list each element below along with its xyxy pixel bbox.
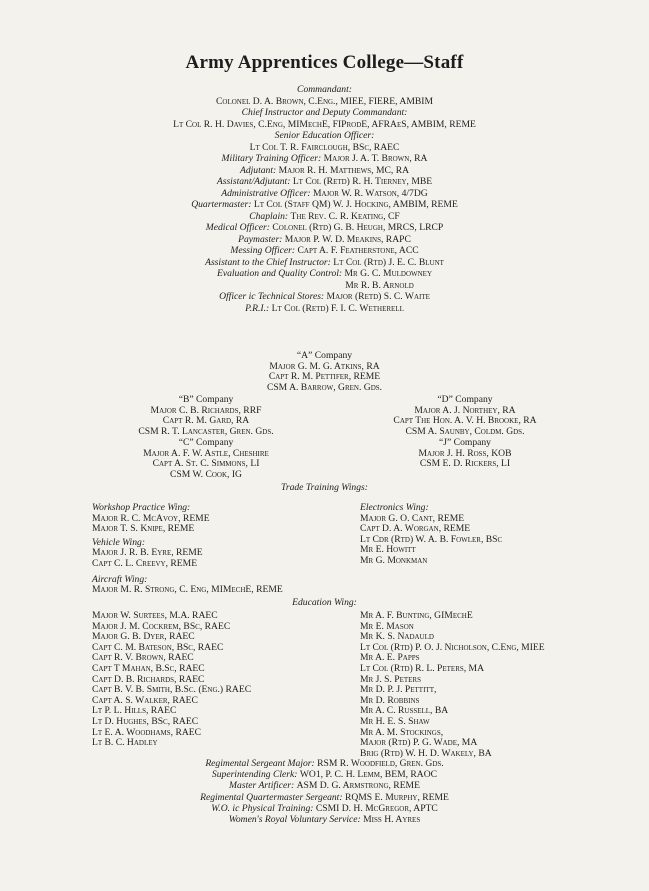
workshop-wing-heading: Workshop Practice Wing: [92,502,191,513]
appointment-line: Officer ic Technical Stores: Major (Retd) S. C. Waite [219,291,430,302]
electronics-wing-member: Mr G. Monkman [360,554,428,566]
education-member: Mr D. P. J. Pettitt, [360,684,437,696]
education-member: Capt A. S. Walker, RAEC [92,694,198,706]
education-member: Lt Col (Rtd) P. O. J. Nicholson, C.Eng, MIEE [360,641,545,653]
c-company [96,438,316,480]
education-member: Major G. B. Dyer, RAEC [92,631,195,643]
final-appointments [20,758,629,825]
education-member: Mr K. S. Nadauld [360,631,434,643]
education-member: Brig (Rtd) W. H. D. Wakely, BA [360,747,492,759]
electronics-wing-member: Lt Cdr (Rtd) W. A. B. Fowler, BSc [360,533,503,545]
b-company-member: CSM R. T. Lancaster, Gren. Gds. [138,425,274,437]
education-member: Major J. M. Cockrem, BSc, RAEC [92,620,231,632]
appointment-line: Evaluation and Quality Control: Mr G. C. Muldowney [216,268,433,279]
education-member: Lt P. L. Hills, RAEC [92,705,177,717]
appointment-line: Paymaster: Major P. W. D. Meakins, RAPC [238,233,411,245]
appointment-line: Medical Officer: Colonel (Rtd) G. B. Heugh, MRCS, LRCP [205,222,444,233]
d-company [355,395,575,437]
name-chief-instructor: Lt Col R. H. Davies, C.Eng, MIMechE, FIProdE, AFRAeS, AMBIM, REME [173,118,476,130]
evaluation-name-2: Mr R. B. Arnold [345,279,414,291]
education-wing-heading: Education Wing: [292,597,357,608]
appointment-line: Assistant to the Chief Instructor: Lt Col (Rtd) J. E. C. Blunt [205,256,444,268]
name-commandant: Colonel D. A. Brown, C.Eng., MIEE, FIERE, AMBIM [216,95,433,107]
education-member: Mr D. Robbins [360,694,420,706]
a-company-heading: “A” Company [296,350,353,361]
appointment-line: Regimental Sergeant Major: RSM R. Woodfield, Gren. Gds. [205,758,444,769]
workshop-wing-member: Major T. S. Knipe, REME [92,523,195,535]
trade-wings-left [92,503,362,596]
education-member: Mr E. Mason [360,620,414,632]
aircraft-wing-member: Major M. R. Strong, C. Eng, MIMechE, REME [92,584,283,596]
role-chief-instructor: Chief Instructor and Deputy Commandant: [241,107,408,118]
b-company-member: Capt R. M. Gard, RA [162,415,250,427]
electronics-wing-member: Capt D. A. Worgan, REME [360,523,471,535]
a-company [0,351,649,393]
appointment-line: W.O. ic Physical Training: CSMI D. H. McGregor, APTC [211,802,438,814]
education-member: Major (Rtd) P. G. Wade, MA [360,737,478,749]
appointment-line: Superintending Clerk: WO1, P. C. H. Lemm, BEM, RAOC [211,769,438,781]
b-company-heading: “B” Company [178,394,234,405]
role-commandant: Commandant: [297,84,352,95]
appointment-line: Messing Officer: Capt A. F. Featherstone, ACC [230,245,419,256]
a-company-member: Major G. M. G. Atkins, RA [269,360,380,372]
appointment-line: Administrative Officer: Major W. R. Watson, 4/7DG [221,187,428,199]
b-company [96,395,316,437]
d-company-member: CSM A. Saunby, Coldm. Gds. [405,425,525,437]
education-member: Mr J. S. Peters [360,673,421,685]
education-member: Mr A. F. Bunting, GIMechE [360,610,473,621]
c-company-heading: “C” Company [178,437,234,448]
education-member: Mr A. E. Papps [360,652,420,664]
education-member: Lt D. Hughes, BSc, RAEC [92,715,199,727]
j-company-member: Major J. H. Ross, KOB [418,447,512,459]
senior-appointments [20,84,629,314]
c-company-member: CSM W. Cook, IG [170,468,242,480]
appointment-line: Adjutant: Major R. H. Matthews, MC, RA [239,164,410,176]
j-company-heading: “J” Company [439,437,491,448]
appointment-line: Women's Royal Voluntary Service: Miss H. Ayres [228,814,421,826]
workshop-wing-member: Major R. C. McAvoy, REME [92,512,210,524]
d-company-heading: “D” Company [437,394,493,405]
j-company [355,438,575,470]
education-member: Capt T Mahan, B.Sc, RAEC [92,662,205,674]
education-member: Mr A. C. Russell, BA [360,705,449,717]
a-company-member: Capt R. M. Pettifer, REME [268,371,381,383]
aircraft-wing-heading: Aircraft Wing: [92,573,148,585]
vehicle-wing-member: Major J. R. B. Eyre, REME [92,547,203,559]
appointment-line: Regimental Quartermaster Sergeant: RQMS E. Murphy, REME [200,791,449,803]
education-member: Mr H. E. S. Shaw [360,715,430,727]
d-company-member: Capt The Hon. A. V. H. Brooke, RA [393,415,537,427]
electronics-wing [360,503,630,567]
appointment-line: Chaplain: The Rev. C. R. Keating, CF [249,210,400,222]
name-senior-education-officer: Lt Col T. R. Fairclough, BSc, RAEC [249,141,400,153]
education-member: Lt B. C. Hadley [92,737,158,749]
c-company-member: Capt A. St. C. Simmons, LI [152,458,260,470]
education-member: Capt B. V. B. Smith, B.Sc. (Eng.) RAEC [92,684,252,696]
vehicle-wing-member: Capt C. L. Creevy, REME [92,557,198,569]
education-member: Capt R. V. Brown, RAEC [92,652,194,664]
education-member: Lt Col (Rtd) R. L. Peters, MA [360,662,485,674]
education-member: Major W. Surtees, M.A. RAEC [92,610,218,621]
electronics-wing-member: Major G. O. Cant, REME [360,512,465,524]
electronics-wing-heading: Electronics Wing: [360,502,429,513]
education-right-list [360,611,640,759]
b-company-member: Major C. B. Richards, RRF [150,404,262,416]
vehicle-wing-heading: Vehicle Wing: [92,536,146,548]
d-company-member: Major A. J. Northey, RA [414,404,516,416]
education-member: Capt C. M. Bateson, BSc, RAEC [92,641,224,653]
appointment-line: Quartermaster: Lt Col (Staff QM) W. J. Hocking, AMBIM, REME [191,199,458,210]
appointment-line: P.R.I.: Lt Col (Retd) F. I. C. Wetherell [245,302,404,314]
appointment-line: Assistant/Adjutant: Lt Col (Retd) R. H. Tierney, MBE [216,176,433,187]
a-company-member: CSM A. Barrow, Gren. Gds. [266,381,383,393]
trade-training-heading: Trade Training Wings: [281,482,368,493]
page-title: Army Apprentices College—Staff [185,52,464,73]
education-member: Lt E. A. Woodhams, RAEC [92,726,202,738]
education-member: Mr A. M. Stockings, [360,726,444,738]
electronics-wing-member: Mr E. Howitt [360,544,416,556]
appointment-line: Master Artificer: ASM D. G. Armstrong, REME [229,780,420,792]
education-member: Capt D. B. Richards, RAEC [92,673,205,685]
j-company-member: CSM E. D. Rickers, LI [419,458,511,470]
c-company-member: Major A. F. W. Astle, Cheshire [143,447,269,459]
role-senior-education-officer: Senior Education Officer: [274,130,375,141]
appointment-line: Military Training Officer: Major J. A. T. Brown, RA [221,153,428,164]
education-left-list [92,611,352,749]
